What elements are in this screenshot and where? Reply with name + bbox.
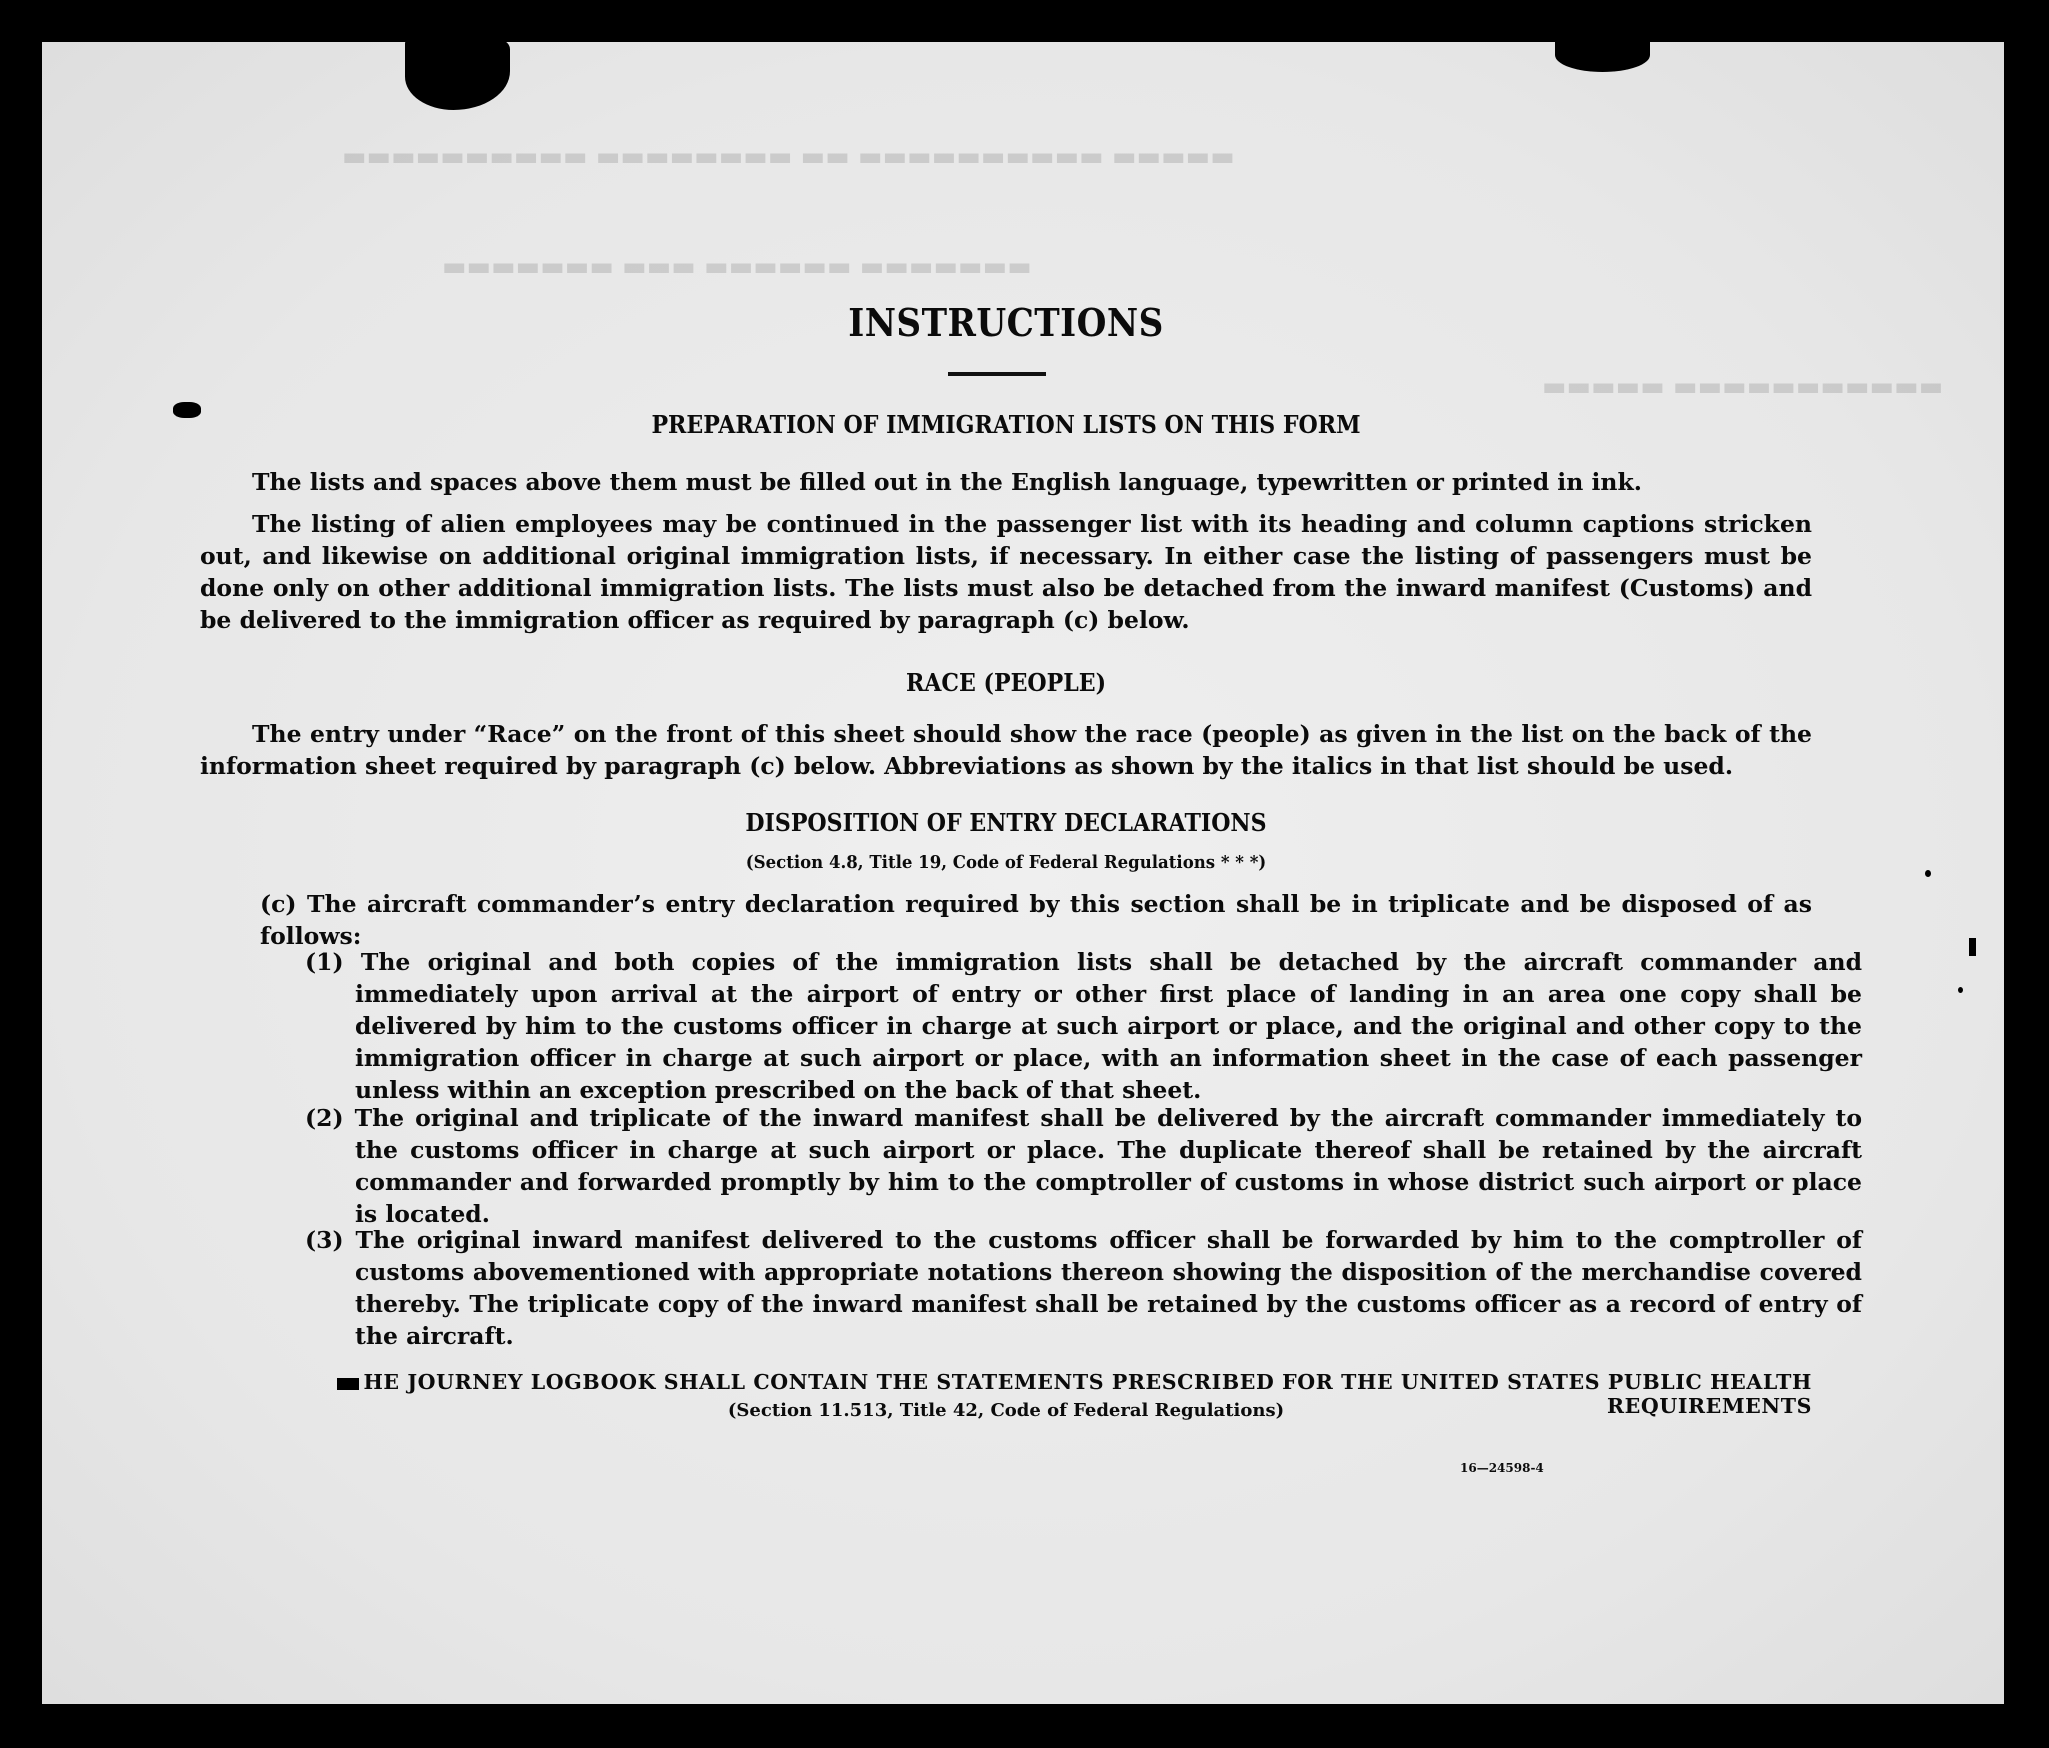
ink-mark xyxy=(1969,938,1976,956)
section-subheading: (Section 4.8, Title 19, Code of Federal Regulations * * *) xyxy=(745,852,1267,873)
list-item: (2) The original and triplicate of the inward manifest shall be delivered by the aircraft commander immediately to the customs officer in charge at such airport or place. The duplicate thereof shall be retained by the aircraft commander and forwarded promptly by him to the comptroller of customs in whose district such airport or place is located. xyxy=(305,1104,1862,1228)
ink-dot xyxy=(1958,987,1963,993)
title-underline xyxy=(948,372,1046,376)
torn-edge xyxy=(1555,38,1650,72)
ink-blot xyxy=(173,402,201,418)
paragraph: The listing of alien employees may be continued in the passenger list with its heading and column captions stricken out, and likewise on additional original immigration lists, if necessary. In either case the listing of passengers must be done only on other additional immigration lists. The lists must also be detached from the inward manifest (Customs) and be delivered to the immigration officer as required by paragraph (c) below. xyxy=(200,510,1812,634)
page-title: INSTRUCTIONS xyxy=(848,300,1164,345)
document-page xyxy=(42,42,2004,1704)
paragraph: The entry under “Race” on the front of this sheet should show the race (people) as given in the list on the back of the information sheet required by paragraph (c) below. Abbreviations as shown by the italics in that list should be used. xyxy=(200,720,1812,780)
list-item: (1) The original and both copies of the immigration lists shall be detached by the aircraft commander and immediately upon arrival at the airport of entry or other first place of landing in an area one copy shall be delivered by him to the customs officer in charge at such airport or place, and the original and other copy to the immigration officer in charge at such airport or place, with an information sheet in the case of each passenger unless within an exception prescribed on the back of that sheet. xyxy=(305,948,1862,1104)
ink-dot xyxy=(1925,870,1931,877)
paragraph: The lists and spaces above them must be filled out in the English language, typewritten or printed in ink. xyxy=(252,468,1642,496)
footer-citation: (Section 11.513, Title 42, Code of Federal Regulations) xyxy=(727,1400,1285,1421)
bleed-through: ▬▬▬▬▬▬▬▬▬▬▬ ▬▬▬▬▬ xyxy=(1542,372,1944,402)
form-code: 16—24598-4 xyxy=(1460,1461,1544,1475)
section-heading-race: RACE (PEOPLE) xyxy=(905,668,1107,697)
footer-requirement: HE JOURNEY LOGBOOK SHALL CONTAIN THE STATEMENTS PRESCRIBED FOR THE UNITED STATES PUBLIC HEALTH REQUIREMENTS xyxy=(190,1370,1812,1418)
bleed-through: ▬▬▬▬▬▬▬ ▬▬▬▬▬▬ ▬▬▬ ▬▬▬▬▬▬▬ xyxy=(442,252,1032,282)
section-heading-disposition: DISPOSITION OF ENTRY DECLARATIONS xyxy=(745,808,1267,837)
bleed-through: ▬▬▬▬▬ ▬▬▬▬▬▬▬▬▬▬ ▬▬ ▬▬▬▬▬▬▬▬ ▬▬▬▬▬▬▬▬▬▬ xyxy=(342,142,1235,172)
list-item: (3) The original inward manifest delivered to the customs officer shall be forwarded by him to the comptroller of customs abovementioned with appropriate notations thereon showing the disposition of the merchandise covered thereby. The triplicate copy of the inward manifest shall be retained by the customs officer as a record of entry of the aircraft. xyxy=(305,1226,1862,1350)
paragraph: (c) The aircraft commander’s entry declaration required by this section shall be in triplicate and be disposed of as follows: xyxy=(260,890,1812,950)
section-heading-preparation: PREPARATION OF IMMIGRATION LISTS ON THIS FORM xyxy=(651,410,1361,439)
